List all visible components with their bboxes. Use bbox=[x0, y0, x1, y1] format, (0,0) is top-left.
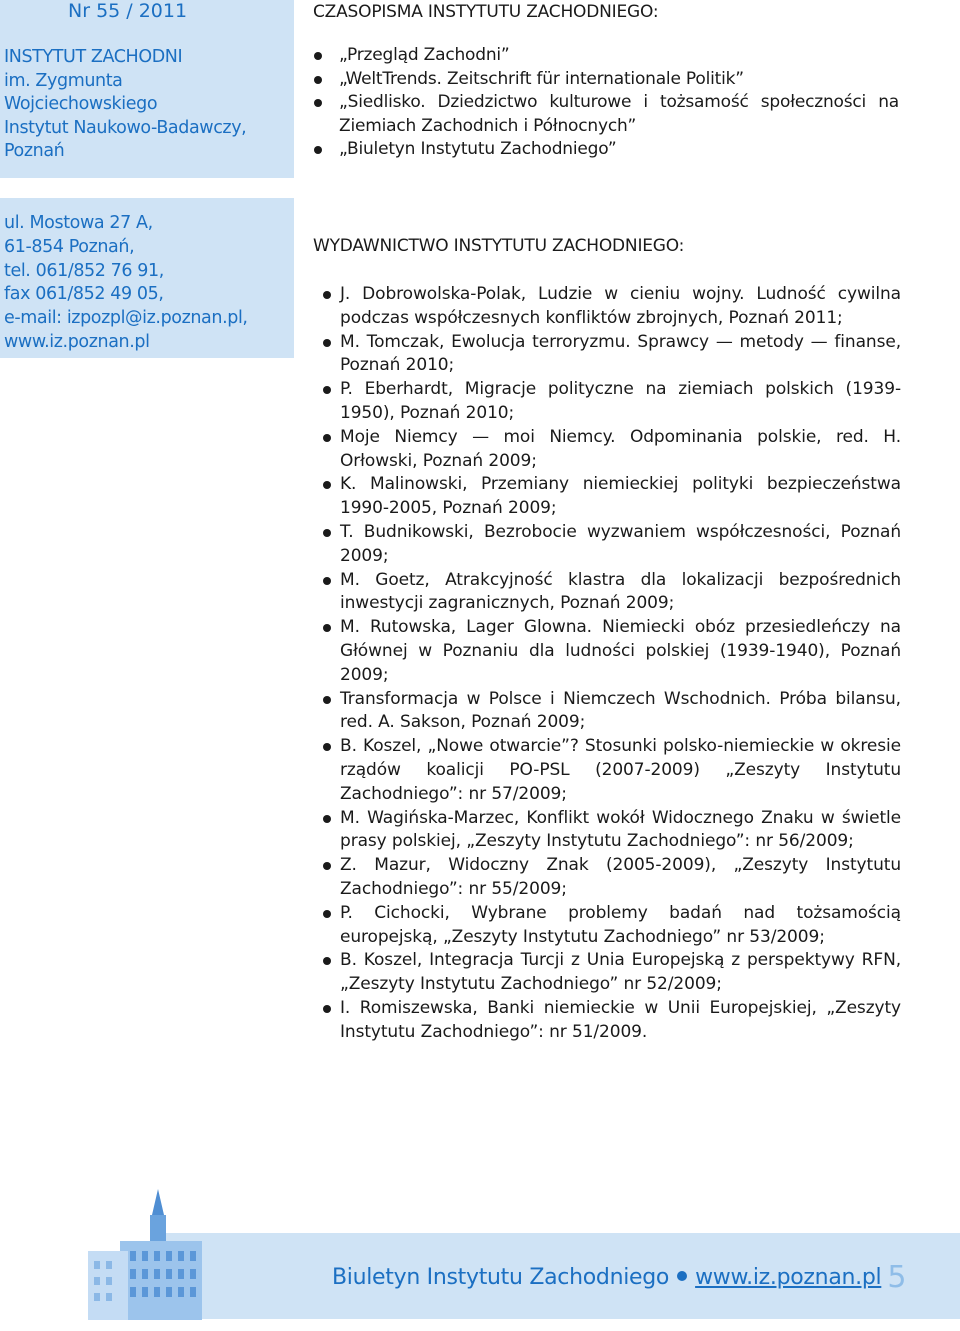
bullet-icon bbox=[323, 529, 331, 537]
list-item: M. Goetz, Atrakcyjność klastra dla lokalizacji bezpośrednich inwestycji zagranicznych, Poznań 2009; bbox=[323, 569, 901, 617]
list-item: I. Romiszewska, Banki niemieckie w Unii Europejskiej, „Zeszyty Instytutu Zachodniego”: nr 51/2009. bbox=[323, 997, 901, 1045]
issue-number: Nr 55 / 2011 bbox=[68, 0, 188, 22]
bullet-icon bbox=[323, 339, 331, 347]
bullet-icon bbox=[323, 577, 331, 585]
bullet-icon bbox=[323, 957, 331, 965]
footer-title: Biuletyn Instytutu Zachodniego www.iz.poznan.pl 5 bbox=[332, 1260, 907, 1295]
bullet-icon bbox=[323, 815, 331, 823]
list-item: „WeltTrends. Zeitschrift für internationale Politik” bbox=[313, 68, 903, 92]
bullet-icon bbox=[323, 1005, 331, 1013]
publications-heading: WYDAWNICTWO INSTYTUTU ZACHODNIEGO: bbox=[313, 236, 685, 256]
list-item: „Siedlisko. Dziedzictwo kulturowe i tożsamość społeczności na Ziemiach Zachodnich i Północnych” bbox=[313, 91, 899, 138]
email-link[interactable]: e-mail: izpozpl@iz.poznan.pl, bbox=[4, 308, 248, 329]
list-item: K. Malinowski, Przemiany niemieckiej polityki bezpieczeństwa 1990-2005, Poznań 2009; bbox=[323, 473, 901, 521]
list-item: M. Rutowska, Lager Glowna. Niemiecki obóz przesiedleńczy na Głównej w Poznaniu dla ludności polskiej (1939-1940), Poznań 2009; bbox=[323, 616, 901, 687]
list-item: T. Budnikowski, Bezrobocie wyzwaniem współczesności, Poznań 2009; bbox=[323, 521, 901, 569]
journals-list bbox=[313, 44, 903, 162]
bullet-icon bbox=[323, 481, 331, 489]
institute-line: im. Zygmunta bbox=[4, 70, 123, 91]
journals-heading: CZASOPISMA INSTYTUTU ZACHODNIEGO: bbox=[313, 2, 659, 22]
bullet-icon bbox=[314, 146, 322, 154]
bullet-icon bbox=[314, 52, 322, 60]
list-item: B. Koszel, „Nowe otwarcie”? Stosunki polsko-niemieckie w okresie rządów koalicji PO-PSL (2007-2009) „Zeszyty Instytutu Zachodniego”: nr 57/2009; bbox=[323, 735, 901, 806]
bullet-icon bbox=[314, 76, 322, 84]
bullet-icon bbox=[323, 696, 331, 704]
address-line: tel. 061/852 76 91, bbox=[4, 260, 164, 281]
institute-line: Wojciechowskiego bbox=[4, 94, 158, 114]
list-item: Moje Niemcy — moi Niemcy. Odpominania polskie, red. H. Orłowski, Poznań 2009; bbox=[323, 426, 901, 474]
bullet-icon bbox=[323, 743, 331, 751]
list-item: B. Koszel, Integracja Turcji z Unia Europejską z perspektywy RFN, „Zeszyty Instytutu Zachodniego” nr 52/2009; bbox=[323, 949, 901, 997]
institute-line: Poznań bbox=[4, 141, 65, 161]
list-item: „Przegląd Zachodni” bbox=[313, 44, 903, 68]
institute-line: INSTYTUT ZACHODNI bbox=[4, 47, 183, 67]
institute-building-logo bbox=[80, 1185, 210, 1320]
list-item: P. Cichocki, Wybrane problemy badań nad tożsamością europejską, „Zeszyty Instytutu Zachodniego” nr 53/2009; bbox=[323, 902, 901, 950]
bullet-icon bbox=[323, 910, 331, 918]
bullet-icon bbox=[314, 99, 322, 107]
bullet-icon bbox=[323, 862, 331, 870]
address-line: ul. Mostowa 27 A, bbox=[4, 213, 153, 233]
bullet-icon bbox=[323, 624, 331, 632]
bullet-icon bbox=[323, 386, 331, 394]
website-link[interactable]: www.iz.poznan.pl bbox=[4, 331, 150, 352]
list-item: J. Dobrowolska-Polak, Ludzie w cieniu wojny. Ludność cywilna podczas współczesnych konfliktów zbrojnych, Poznań 2011; bbox=[323, 283, 901, 331]
list-item: P. Eberhardt, Migracje polityczne na ziemiach polskich (1939-1950), Poznań 2010; bbox=[323, 378, 901, 426]
list-item: „Biuletyn Instytutu Zachodniego” bbox=[313, 138, 903, 162]
bullet-icon bbox=[323, 434, 331, 442]
list-item: Z. Mazur, Widoczny Znak (2005-2009), „Zeszyty Instytutu Zachodniego”: nr 55/2009; bbox=[323, 854, 901, 902]
institute-name bbox=[4, 46, 246, 164]
publications-list bbox=[323, 283, 901, 1045]
address-line: fax 061/852 49 05, bbox=[4, 284, 164, 305]
list-item: Transformacja w Polsce i Niemczech Wschodnich. Próba bilansu, red. A. Sakson, Poznań 2009; bbox=[323, 688, 901, 736]
bullet-icon bbox=[323, 291, 331, 299]
institute-line: Instytut Naukowo-Badawczy, bbox=[4, 117, 247, 138]
list-item: M. Wagińska-Marzec, Konflikt wokół Widocznego Znaku w świetle prasy polskiej, „Zeszyty Instytutu Zachodniego”: nr 56/2009; bbox=[323, 807, 901, 855]
address-block bbox=[4, 212, 248, 355]
page-number: 5 bbox=[887, 1260, 907, 1295]
address-line: 61-854 Poznań, bbox=[4, 236, 135, 257]
separator-dot-icon bbox=[677, 1271, 687, 1281]
footer-url-link[interactable]: www.iz.poznan.pl bbox=[695, 1265, 882, 1290]
list-item: M. Tomczak, Ewolucja terroryzmu. Sprawcy — metody — finanse, Poznań 2010; bbox=[323, 331, 901, 379]
